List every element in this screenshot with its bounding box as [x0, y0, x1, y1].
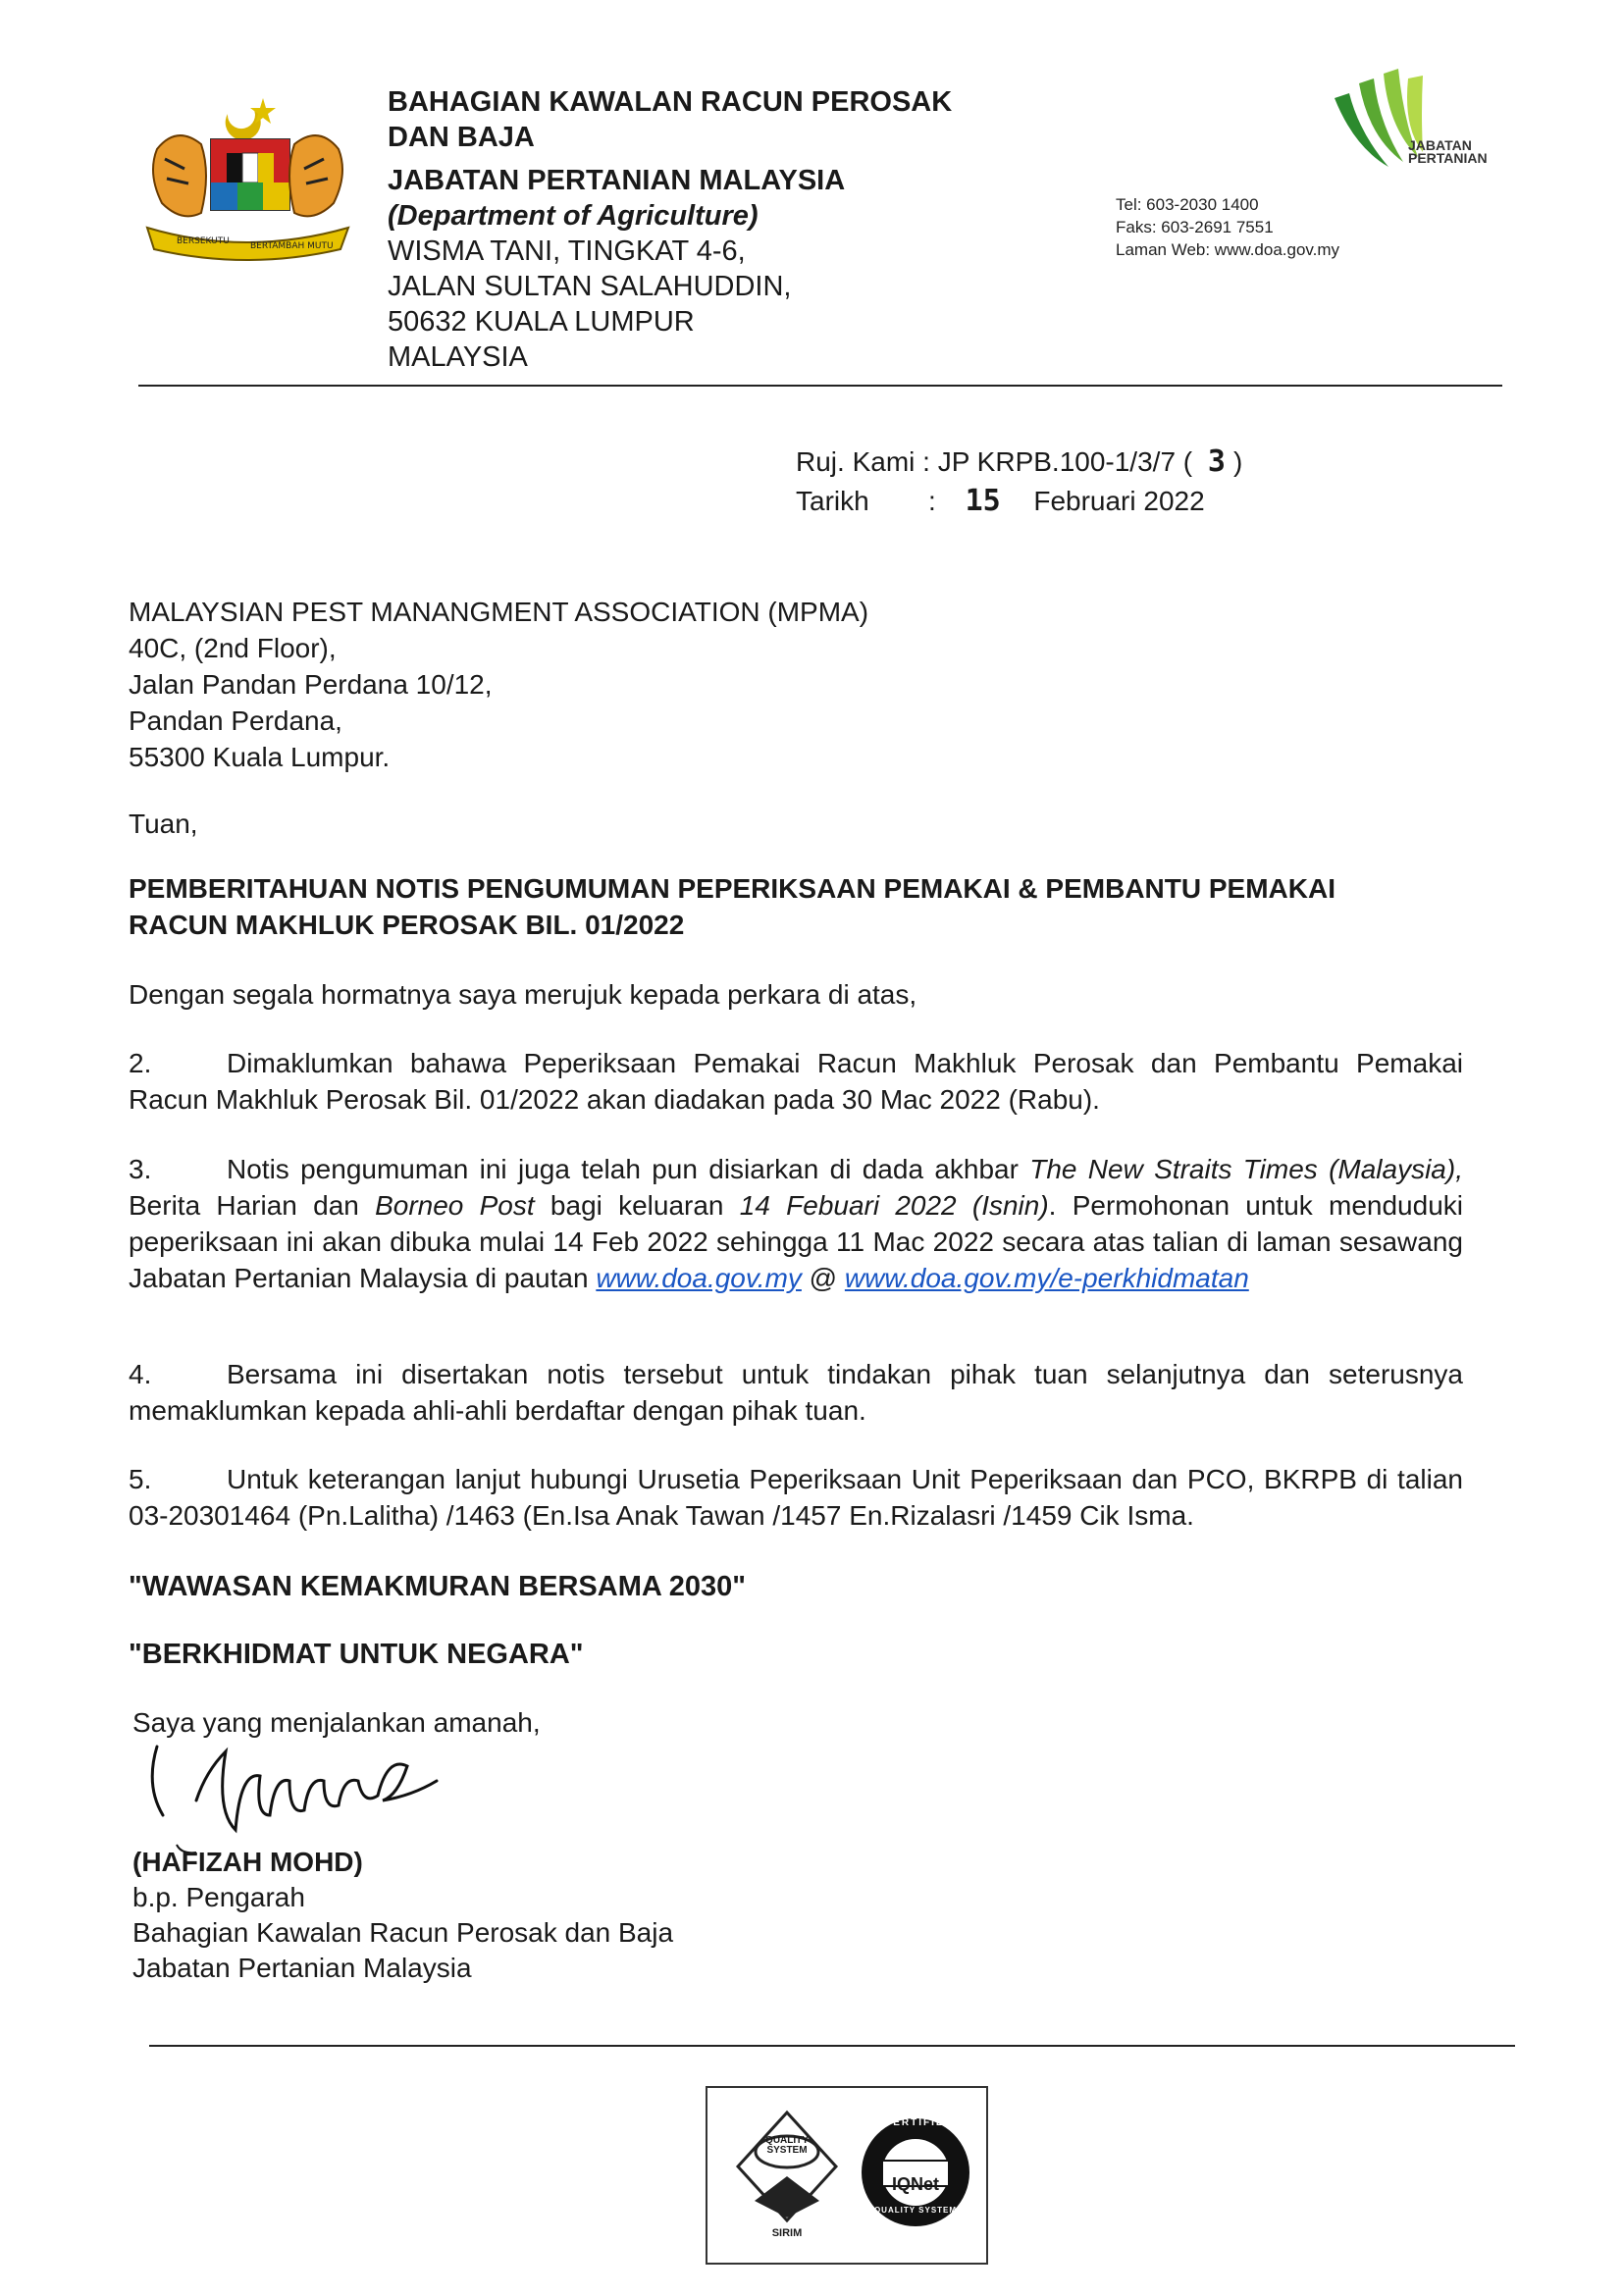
recipient-line3: Jalan Pandan Perdana 10/12,	[129, 669, 493, 700]
crest-banner-right: BERTAMBAH MUTU	[250, 241, 334, 251]
doa-link[interactable]: www.doa.gov.my	[596, 1263, 802, 1293]
dept-line1: BAHAGIAN KAWALAN RACUN PEROSAK	[388, 86, 953, 118]
paragraph-3-text-a: Notis pengumuman ini juga telah pun disiarkan di dada akhbar	[227, 1154, 1030, 1184]
ruj-label: Ruj. Kami	[796, 446, 916, 477]
salutation: Tuan,	[129, 809, 198, 839]
doa-logo	[1315, 69, 1511, 177]
paragraph-3-text-h: @	[801, 1263, 845, 1293]
iqnet-text: IQNet	[891, 2174, 939, 2194]
tarikh-day: 15	[965, 484, 1001, 518]
paragraph-4	[129, 1356, 1463, 1429]
newspaper-borneo-post: Borneo Post	[375, 1190, 535, 1221]
ministry-name: JABATAN PERTANIAN MALAYSIA	[388, 165, 846, 196]
ministry-english: (Department of Agriculture)	[388, 200, 759, 232]
paragraph-3-number: 3.	[129, 1154, 152, 1184]
logo-text-2: PERTANIAN	[1408, 150, 1488, 166]
logo-text-1: JABATAN	[1408, 137, 1472, 153]
qs-line1: QUALITY	[765, 2135, 809, 2146]
signatory-role: b.p. Pengarah	[132, 1882, 305, 1912]
paragraph-5-number: 5.	[129, 1464, 152, 1494]
sirim-quality-logo	[733, 2108, 841, 2245]
iqnet-logo	[857, 2102, 974, 2249]
recipient-address	[129, 594, 868, 775]
malaysia-crest	[137, 90, 358, 262]
signatory-name: (HAFIZAH MOHD)	[132, 1847, 363, 1877]
quality-system-text: QUALITY SYSTEM	[873, 2206, 958, 2215]
sirim-label: SIRIM	[771, 2227, 803, 2239]
paragraph-3-text-c: Berita Harian dan	[129, 1190, 376, 1221]
recipient-line5: 55300 Kuala Lumpur.	[129, 742, 391, 772]
paragraph-2-text: Dimaklumkan bahawa Peperiksaan Pemakai Racun Makhluk Perosak dan Pembantu Pemakai Racun Makhluk Perosak Bil. 01/2022 akan diadakan pada 30 Mac 2022 (Rabu).	[129, 1048, 1463, 1115]
qs-line2: SYSTEM	[766, 2145, 808, 2156]
address-line4: MALAYSIA	[388, 341, 528, 373]
subject-line2: RACUN MAKHLUK PEROSAK BIL. 01/2022	[129, 910, 685, 940]
motto-wawasan: "WAWASAN KEMAKMURAN BERSAMA 2030"	[129, 1571, 747, 1602]
contact-block	[1116, 193, 1339, 261]
website: Laman Web: www.doa.gov.my	[1116, 240, 1340, 259]
address-line1: WISMA TANI, TINGKAT 4-6,	[388, 235, 746, 267]
ruj-close: )	[1232, 446, 1243, 477]
certification-box	[706, 2086, 988, 2265]
paragraph-5	[129, 1461, 1463, 1534]
subject-title	[129, 870, 1502, 943]
address-line2: JALAN SULTAN SALAHUDDIN,	[388, 271, 792, 302]
closing-line: Saya yang menjalankan amanah,	[132, 1707, 541, 1738]
ruj-handwritten: 3	[1207, 444, 1226, 479]
certified-text: CERTIFIED	[884, 2117, 954, 2128]
e-perkhidmatan-link[interactable]: www.doa.gov.my/e-perkhidmatan	[844, 1263, 1249, 1293]
footer-divider	[149, 2045, 1515, 2047]
address-line3: 50632 KUALA LUMPUR	[388, 306, 695, 338]
ruj-value: JP KRPB.100-1/3/7 (	[937, 446, 1193, 477]
paragraph-2-number: 2.	[129, 1048, 152, 1078]
signatory-division: Bahagian Kawalan Racun Perosak dan Baja	[132, 1917, 674, 1948]
subject-line1: PEMBERITAHUAN NOTIS PENGUMUMAN PEPERIKSAAN PEMAKAI & PEMBANTU PEMAKAI	[129, 873, 1335, 904]
tarikh-label: Tarikh	[796, 486, 869, 516]
paragraph-3-text-g: . Permohonan untuk menduduki peperiksaan ini akan dibuka mulai 14 Feb 2022 sehingga 11 Mac 2022 secara atas talian di laman sesawang Jabatan Pertanian Malaysia di pautan	[129, 1190, 1463, 1293]
paragraph-3	[129, 1151, 1463, 1296]
opening-line: Dengan segala hormatnya saya merujuk kepada perkara di atas,	[129, 979, 917, 1010]
motto-berkhidmat: "BERKHIDMAT UNTUK NEGARA"	[129, 1639, 584, 1670]
tarikh-value: Februari 2022	[1033, 486, 1205, 516]
paragraph-4-text: Bersama ini disertakan notis tersebut untuk tindakan pihak tuan selanjutnya dan seterusnya memaklumkan kepada ahli-ahli berdaftar dengan pihak tuan.	[129, 1359, 1463, 1426]
recipient-line1: MALAYSIAN PEST MANANGMENT ASSOCIATION (MPMA)	[129, 597, 869, 627]
signatory-block	[132, 1845, 673, 1986]
paragraph-4-number: 4.	[129, 1359, 152, 1389]
paragraph-2	[129, 1045, 1463, 1118]
letterhead-text	[388, 84, 1074, 375]
newspaper-nst: The New Straits Times (Malaysia),	[1029, 1154, 1463, 1184]
dept-line2: DAN BAJA	[388, 122, 535, 153]
fax: Faks: 603-2691 7551	[1116, 218, 1274, 236]
tel: Tel: 603-2030 1400	[1116, 195, 1259, 214]
issue-date: 14 Febuari 2022 (Isnin)	[739, 1190, 1049, 1221]
header-divider	[138, 385, 1502, 387]
paragraph-3-text-e: bagi keluaran	[534, 1190, 740, 1221]
reference-block: Ruj. Kami : JP KRPB.100-1/3/7 ( 3 ) Tarikh : 15 Februari 2022	[796, 444, 1243, 518]
paragraph-5-text: Untuk keterangan lanjut hubungi Urusetia Peperiksaan Unit Peperiksaan dan PCO, BKRPB di talian 03-20301464 (Pn.Lalitha) /1463 (En.Isa Anak Tawan /1457 En.Rizalasri /1459 Cik Isma.	[129, 1464, 1463, 1531]
crest-banner-left: BERSEKUTU	[177, 236, 230, 246]
recipient-line4: Pandan Perdana,	[129, 705, 342, 736]
recipient-line2: 40C, (2nd Floor),	[129, 633, 337, 663]
signatory-agency: Jabatan Pertanian Malaysia	[132, 1953, 472, 1983]
